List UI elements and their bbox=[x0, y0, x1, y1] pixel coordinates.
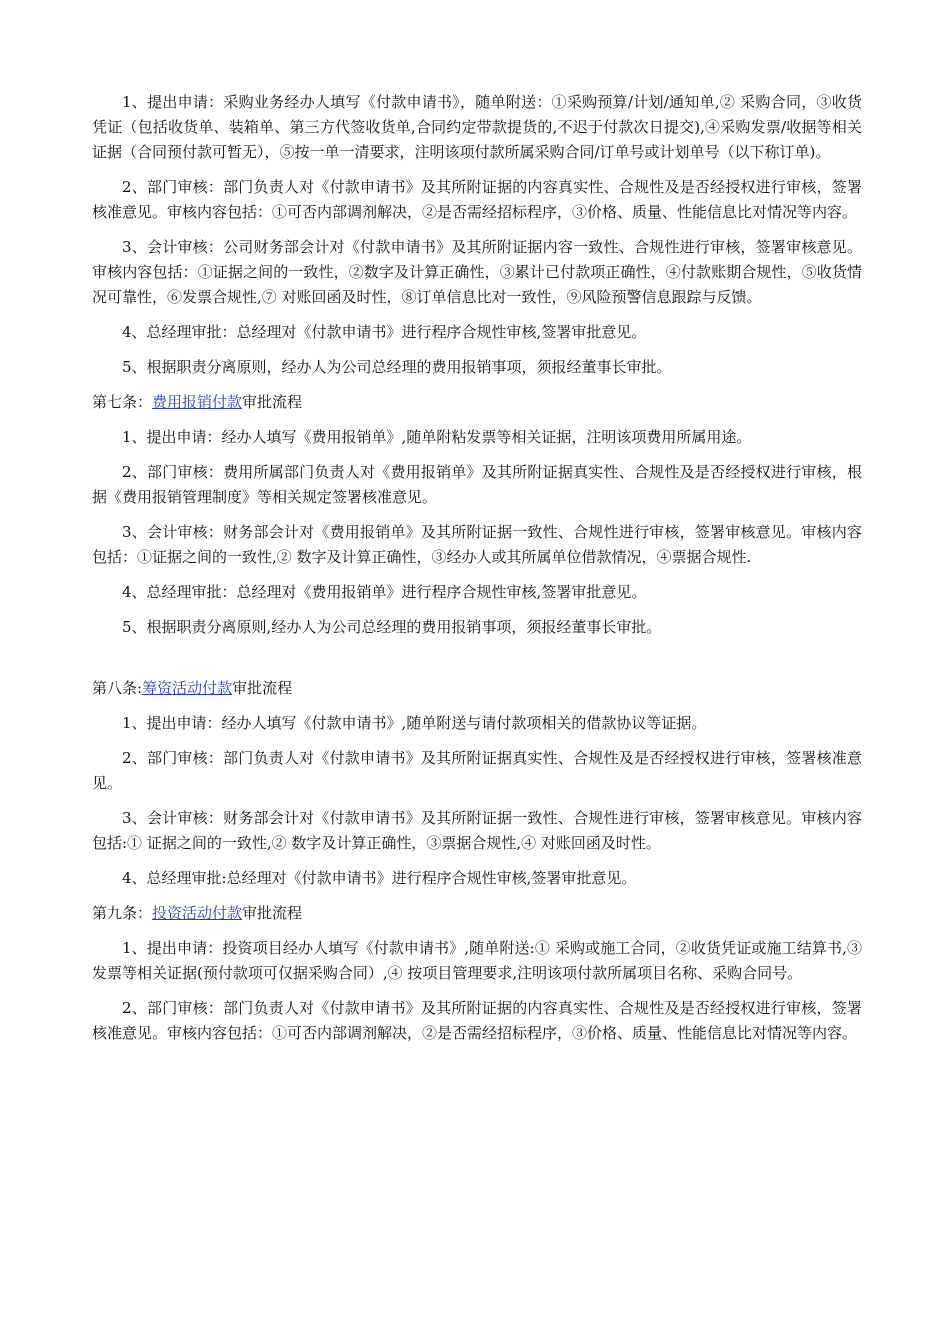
paragraph: 2、部门审核：费用所属部门负责人对《费用报销单》及其所附证据真实性、合规性及是否经授权进行审核，根据《费用报销管理制度》等相关规定签署核准意见。 bbox=[92, 463, 862, 506]
article-title-suffix: 审批流程 bbox=[242, 904, 303, 922]
article-title-suffix: 审批流程 bbox=[232, 679, 293, 697]
paragraph: 4、总经理审批：总经理对《付款申请书》进行程序合规性审核,签署审批意见。 bbox=[122, 323, 647, 341]
paragraph: 3、会计审核：财务部会计对《费用报销单》及其所附证据一致性、合规性进行审核，签署审核意见。审核内容包括：①证据之间的一致性,② 数字及计算正确性，③经办人或其所属单位借款情况，④票据合规性. bbox=[92, 523, 862, 566]
article-number: 第七条： bbox=[92, 393, 153, 411]
article-heading bbox=[92, 390, 862, 415]
paragraph: 2、部门审核：部门负责人对《付款申请书》及其所附证据的内容真实性、合规性及是否经授权进行审核，签署核准意见。审核内容包括：①可否内部调剂解决，②是否需经招标程序，③价格、质量、性能信息比对情况等内容。 bbox=[92, 999, 862, 1042]
paragraph: 1、提出申请：投资项目经办人填写《付款申请书》,随单附送:① 采购或施工合同，②收货凭证或施工结算书,③ 发票等相关证据(预付款项可仅据采购合同）,④ 按项目管理要求,注明该项付款所属项目名称、采购合同号。 bbox=[92, 939, 862, 982]
paragraph: 2、部门审核：部门负责人对《付款申请书》及其所附证据真实性、合规性及是否经授权进行审核，签署核准意见。 bbox=[92, 749, 862, 792]
paragraph: 5、根据职责分离原则,经办人为公司总经理的费用报销事项，须报经董事长审批。 bbox=[122, 618, 662, 636]
article-number: 第八条: bbox=[92, 679, 143, 697]
document-body bbox=[92, 90, 862, 1056]
article-link[interactable]: 费用报销付款 bbox=[152, 393, 243, 411]
article-title-suffix: 审批流程 bbox=[242, 393, 303, 411]
paragraph: 1、提出申请：经办人填写《费用报销单》,随单附粘发票等相关证据，注明该项费用所属用途。 bbox=[122, 428, 752, 446]
paragraph: 4、总经理审批：总经理对《费用报销单》进行程序合规性审核,签署审批意见。 bbox=[122, 583, 647, 601]
paragraph: 1、提出申请：采购业务经办人填写《付款申请书》，随单附送：①采购预算/计划/通知单,② 采购合同，③收货凭证（包括收货单、装箱单、第三方代签收货单,合同约定带款提货的,不迟于付款次日提交),④采购发票/收据等相关证据（合同预付款可暂无），⑤按一单一清要求，注明该项付款所属采购合同/订单号或计划单号（以下称订单)。 bbox=[92, 93, 862, 161]
paragraph: 4、总经理审批:总经理对《付款申请书》进行程序合规性审核,签署审批意见。 bbox=[122, 869, 637, 887]
article-heading bbox=[92, 901, 862, 926]
article-link[interactable]: 投资活动付款 bbox=[152, 904, 243, 922]
paragraph: 1、提出申请：经办人填写《付款申请书》,随单附送与请付款项相关的借款协议等证据。 bbox=[122, 714, 707, 732]
article-number: 第九条： bbox=[92, 904, 153, 922]
paragraph: 3、会计审核：财务部会计对《付款申请书》及其所附证据一致性、合规性进行审核，签署审核意见。审核内容包括:① 证据之间的一致性,② 数字及计算正确性，③票据合规性,④ 对账回函及时性。 bbox=[92, 809, 862, 852]
paragraph: 5、根据职责分离原则，经办人为公司总经理的费用报销事项，须报经董事长审批。 bbox=[122, 358, 672, 376]
paragraph: 2、部门审核：部门负责人对《付款申请书》及其所附证据的内容真实性、合规性及是否经授权进行审核，签署核准意见。审核内容包括：①可否内部调剂解决，②是否需经招标程序，③价格、质量、性能信息比对情况等内容。 bbox=[92, 178, 862, 221]
paragraph: 3、会计审核：公司财务部会计对《付款申请书》及其所附证据内容一致性、合规性进行审核，签署审核意见。审核内容包括：①证据之间的一致性，②数字及计算正确性，③累计已付款项正确性，④付款账期合规性，⑤收货情况可靠性，⑥发票合规性,⑦ 对账回函及时性，⑧订单信息比对一致性，⑨风险预警信息跟踪与反馈。 bbox=[92, 238, 862, 306]
article-link[interactable]: 筹资活动付款 bbox=[142, 679, 233, 697]
article-heading bbox=[92, 676, 862, 701]
